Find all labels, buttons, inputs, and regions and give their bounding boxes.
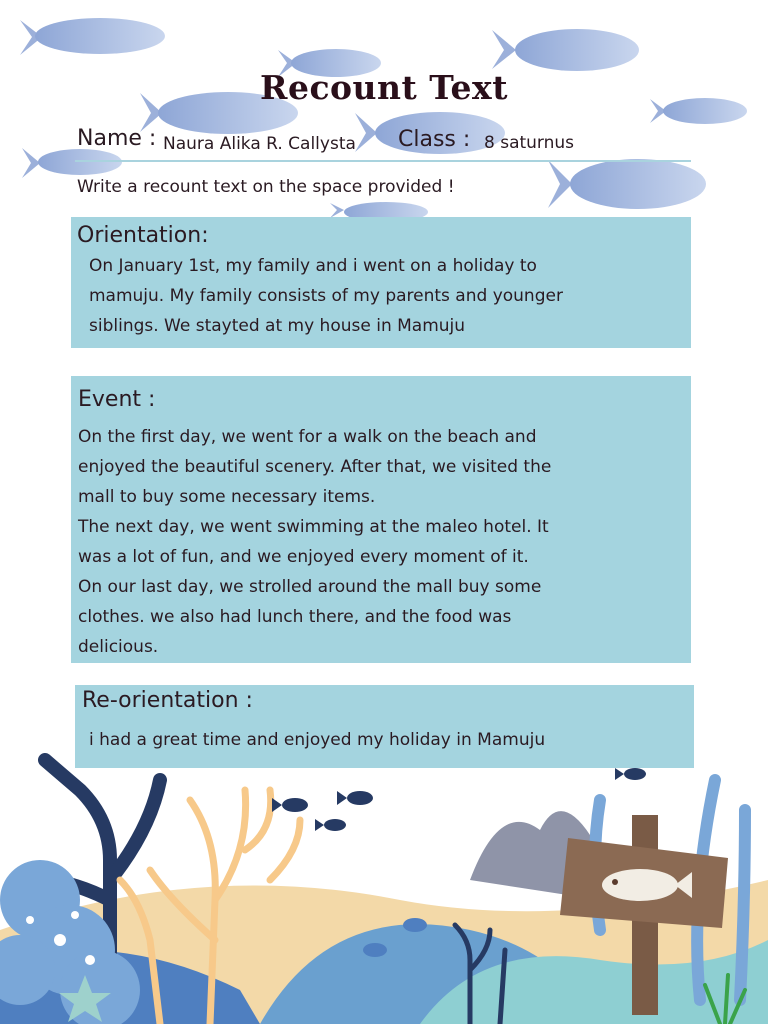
instruction-text: Write a recount text on the space provided ! [77, 177, 455, 197]
sand-dune [0, 880, 768, 1024]
coral-icon [120, 790, 300, 1024]
orientation-heading: Orientation: [77, 223, 209, 248]
text-line: mall to buy some necessary items. [78, 487, 376, 507]
name-value: Naura Alika R. Callysta [163, 134, 356, 154]
bubble-dots [26, 911, 95, 965]
text-line: On January 1st, my family and i went on a holiday to [89, 256, 537, 276]
header-divider [75, 160, 691, 162]
text-line: On the first day, we went for a walk on the beach and [78, 427, 537, 447]
signpost-icon [560, 815, 728, 1015]
page-title: Recount Text [260, 68, 508, 107]
orientation-box [71, 217, 691, 348]
reorientation-box [75, 685, 694, 768]
class-label: Class : [398, 127, 471, 152]
text-line: delicious. [78, 637, 159, 657]
text-line: i had a great time and enjoyed my holiday in Mamuju [89, 730, 546, 750]
coral-icon [40, 760, 160, 1000]
text-line: enjoyed the beautiful scenery. After that, we visited the [78, 457, 552, 477]
seaweed-icon [705, 975, 745, 1024]
fish-icon [548, 159, 706, 209]
class-value: 8 saturnus [484, 133, 575, 153]
fish-icon [492, 29, 639, 71]
coral-icon [455, 925, 505, 1024]
event-heading: Event : [78, 387, 156, 412]
starfish-icon [59, 975, 111, 1022]
text-line: On our last day, we strolled around the mall buy some [78, 577, 542, 597]
fish-icon [272, 768, 646, 957]
rock-shape [260, 924, 600, 1024]
name-label: Name : [77, 126, 157, 151]
reorientation-heading: Re-orientation : [82, 688, 253, 713]
text-line: siblings. We stayted at my house in Mamuju [89, 316, 466, 336]
event-text [78, 422, 551, 662]
rock-shape [420, 940, 768, 1024]
text-line: The next day, we went swimming at the maleo hotel. It [78, 517, 549, 537]
text-line: clothes. we also had lunch there, and the food was [78, 607, 512, 627]
top-fish-decoration [0, 0, 768, 240]
orientation-text [89, 251, 563, 341]
reorientation-text [89, 725, 545, 755]
seaweed-icon [595, 780, 745, 1000]
fish-icon [20, 18, 165, 55]
rock-shape [0, 950, 260, 1024]
event-box [71, 376, 691, 663]
fish-icon [22, 148, 122, 178]
text-line: was a lot of fun, and we enjoyed every moment of it. [78, 547, 529, 567]
coral-icon [0, 860, 140, 1024]
rock-shape [470, 811, 600, 900]
text-line: mamuju. My family consists of my parents and younger [89, 286, 563, 306]
